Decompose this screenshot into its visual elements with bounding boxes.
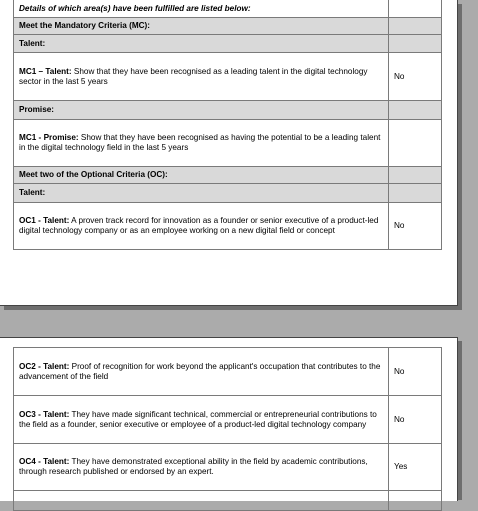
table-row — [14, 444, 442, 491]
mc1-talent-answer: No — [389, 53, 442, 101]
criterion-label: OC1 - Talent: — [19, 216, 70, 225]
page-shadow — [458, 4, 462, 306]
talent-heading: Talent: — [14, 184, 389, 203]
page-shadow — [458, 341, 462, 500]
criterion-text: Show that they have been recognised as having the potential to be a leading talent in the digital technology field in the last 5 years — [19, 133, 381, 152]
answer-cell — [389, 35, 442, 53]
criterion-text: Proof of recognition for work beyond the applicant's occupation that contributes to the advancement of the field — [19, 361, 381, 381]
promise-heading: Promise: — [14, 101, 389, 120]
table-row — [14, 203, 442, 250]
criterion-text: Show that they have been recognised as a leading talent in the digital technology sector in the last 5 years — [19, 66, 368, 86]
mandatory-criteria-heading: Meet the Mandatory Criteria (MC): — [14, 18, 389, 35]
criterion-label: OC2 - Talent: — [19, 361, 70, 371]
criterion-label: MC1 – Talent: — [19, 66, 72, 76]
details-header: Details of which area(s) have been fulfilled are listed below: — [14, 0, 389, 18]
criterion-label: OC3 - Talent: — [19, 409, 70, 419]
oc4-talent-answer: Yes — [389, 444, 442, 491]
criterion-label: OC4 - Talent: — [19, 457, 70, 466]
oc1-talent-answer: No — [389, 203, 442, 250]
criteria-table-page-1 — [13, 0, 442, 250]
answer-cell — [389, 167, 442, 184]
table-row — [14, 184, 442, 203]
answer-cell — [389, 101, 442, 120]
oc2-talent-answer: No — [389, 348, 442, 396]
table-row — [14, 18, 442, 35]
page-shadow — [4, 306, 462, 310]
mc1-promise-criterion — [14, 120, 389, 167]
mc1-talent-criterion — [14, 53, 389, 101]
oc3-talent-criterion — [14, 396, 389, 444]
table-row — [14, 396, 442, 444]
table-row — [14, 167, 442, 184]
criterion-text: They have made significant technical, commercial or entrepreneurial contributions to the field as a founder, senior executive or employee of a product-led digital technology company — [19, 409, 377, 429]
criterion-text: A proven track record for innovation as a founder or senior executive of a product-led digital technology company or as an employee working on a new digital field or concept — [19, 216, 379, 235]
oc2-talent-criterion — [14, 348, 389, 396]
table-row — [14, 348, 442, 396]
table-row — [14, 0, 442, 18]
table-row — [14, 101, 442, 120]
answer-cell — [389, 18, 442, 35]
criterion-text: They have demonstrated exceptional ability in the field by academic contributions, through research published or endorsed by an expert. — [19, 457, 368, 476]
criterion-cell — [14, 491, 389, 511]
answer-cell — [389, 184, 442, 203]
table-row — [14, 53, 442, 101]
oc1-talent-criterion — [14, 203, 389, 250]
criterion-label: MC1 - Promise: — [19, 133, 79, 142]
talent-heading: Talent: — [14, 35, 389, 53]
oc3-talent-answer: No — [389, 396, 442, 444]
criteria-table-page-2 — [13, 347, 442, 511]
mc1-promise-answer — [389, 120, 442, 167]
answer-cell — [389, 0, 442, 18]
table-row — [14, 120, 442, 167]
table-row — [14, 491, 442, 511]
optional-criteria-heading: Meet two of the Optional Criteria (OC): — [14, 167, 389, 184]
table-row — [14, 35, 442, 53]
answer-cell — [389, 491, 442, 511]
oc4-talent-criterion — [14, 444, 389, 491]
